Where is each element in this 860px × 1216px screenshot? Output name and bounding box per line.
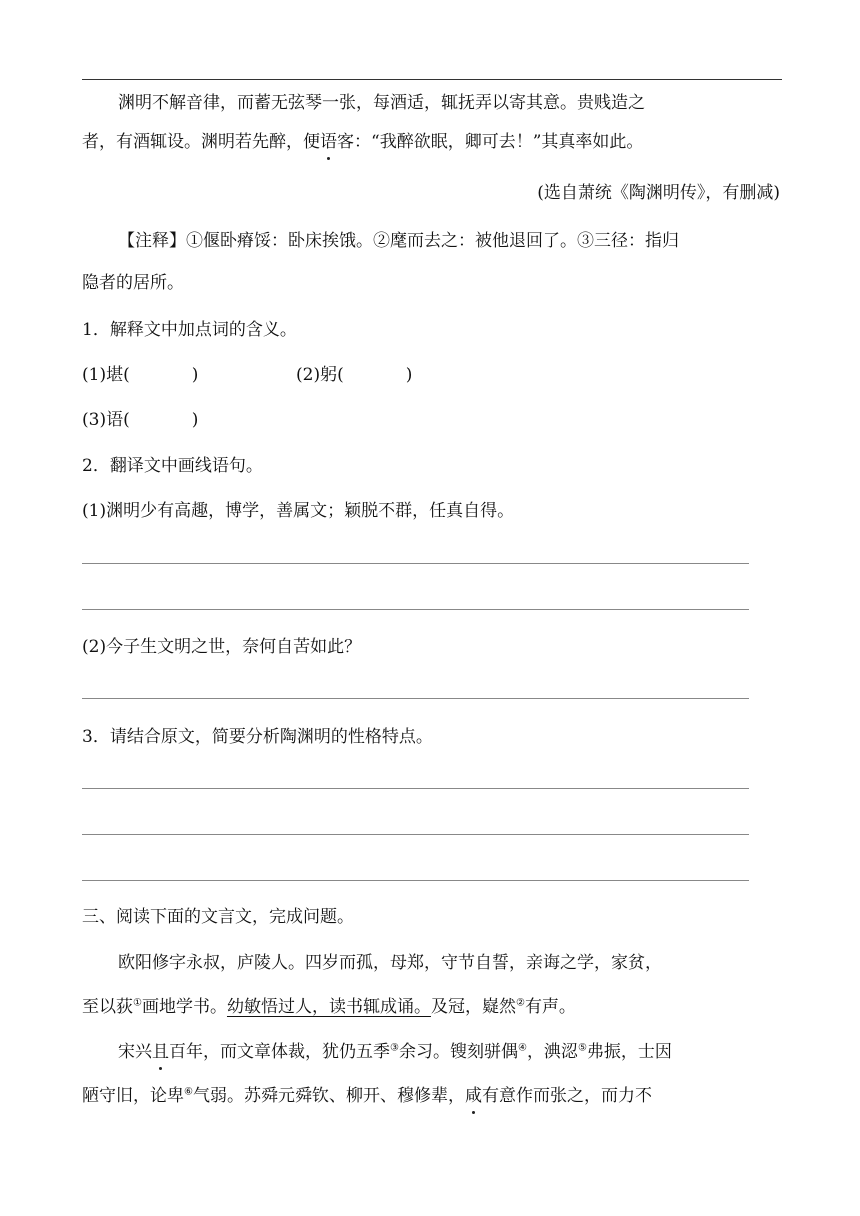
answer-line[interactable]	[82, 609, 749, 610]
question2-item1: (1)渊明少有高趣，博学，善属文；颖脱不群，任真自得。	[82, 501, 515, 521]
footnote-marker: ⑤	[577, 1042, 587, 1054]
section3-p1-line2: 至以荻①画地学书。幼敏悟过人，读书辄成诵。及冠，嶷然②有声。	[82, 997, 576, 1017]
answer-line[interactable]	[82, 788, 749, 789]
section3-p2-line2: 陋守旧，论卑⑥气弱。苏舜元舜钦、柳开、穆修辈，咸有意作而张之，而力不	[82, 1086, 652, 1106]
answer-line[interactable]	[82, 563, 749, 564]
section3-p2-line1: 宋兴且百年，而文章体裁，犹仍五季③余习。锼刻骈偶④，淟涊⑤弗振，士因	[118, 1042, 672, 1062]
footnote-marker: ⑥	[184, 1086, 193, 1098]
annotation-line2: 隐者的居所。	[82, 273, 184, 293]
dotted-word-yu: 语	[320, 132, 337, 152]
answer-line[interactable]	[82, 698, 749, 699]
question1-title: 1．解释文中加点词的含义。	[82, 320, 297, 340]
underlined-sentence: 幼敏悟过人，读书辄成诵。	[226, 997, 431, 1017]
question3-title: 3．请结合原文，简要分析陶渊明的性格特点。	[82, 727, 433, 747]
question1-item3: (3)语( )	[82, 410, 199, 430]
footnote-marker: ②	[515, 997, 525, 1009]
answer-line[interactable]	[82, 834, 749, 835]
dotted-word-xian: 咸	[464, 1086, 482, 1106]
annotation-line1: 【注释】①偃卧瘠馁：卧床挨饿。②麾而去之：被他退回了。③三径：指归	[118, 231, 679, 251]
passage1-line1: 渊明不解音律，而蓄无弦琴一张，每酒适，辄抚弄以寄其意。贵贱造之	[118, 93, 645, 113]
question2-title: 2．翻译文中画线语句。	[82, 456, 263, 476]
section3-title: 三、阅读下面的文言文，完成问题。	[82, 907, 354, 927]
dotted-word-qie: 且	[152, 1042, 169, 1062]
question1-item2: (2)躬( )	[296, 365, 413, 385]
top-rule	[82, 79, 782, 80]
section3-p1-line1: 欧阳修字永叔，庐陵人。四岁而孤，母郑，守节自誓，亲诲之学，家贫，	[118, 953, 662, 973]
question1-item1: (1)堪( )	[82, 365, 199, 385]
passage1-line2: 者，有酒辄设。渊明若先醉，便语客：“我醉欲眠，卿可去！”其真率如此。	[82, 132, 644, 152]
footnote-marker: ④	[517, 1042, 527, 1054]
answer-line[interactable]	[82, 880, 749, 881]
footnote-marker: ①	[133, 997, 142, 1009]
source-citation: (选自萧统《陶渊明传》，有删减)	[537, 183, 780, 203]
question2-item2: (2)今子生文明之世，奈何自苦如此？	[82, 637, 362, 657]
footnote-marker: ③	[390, 1042, 399, 1054]
